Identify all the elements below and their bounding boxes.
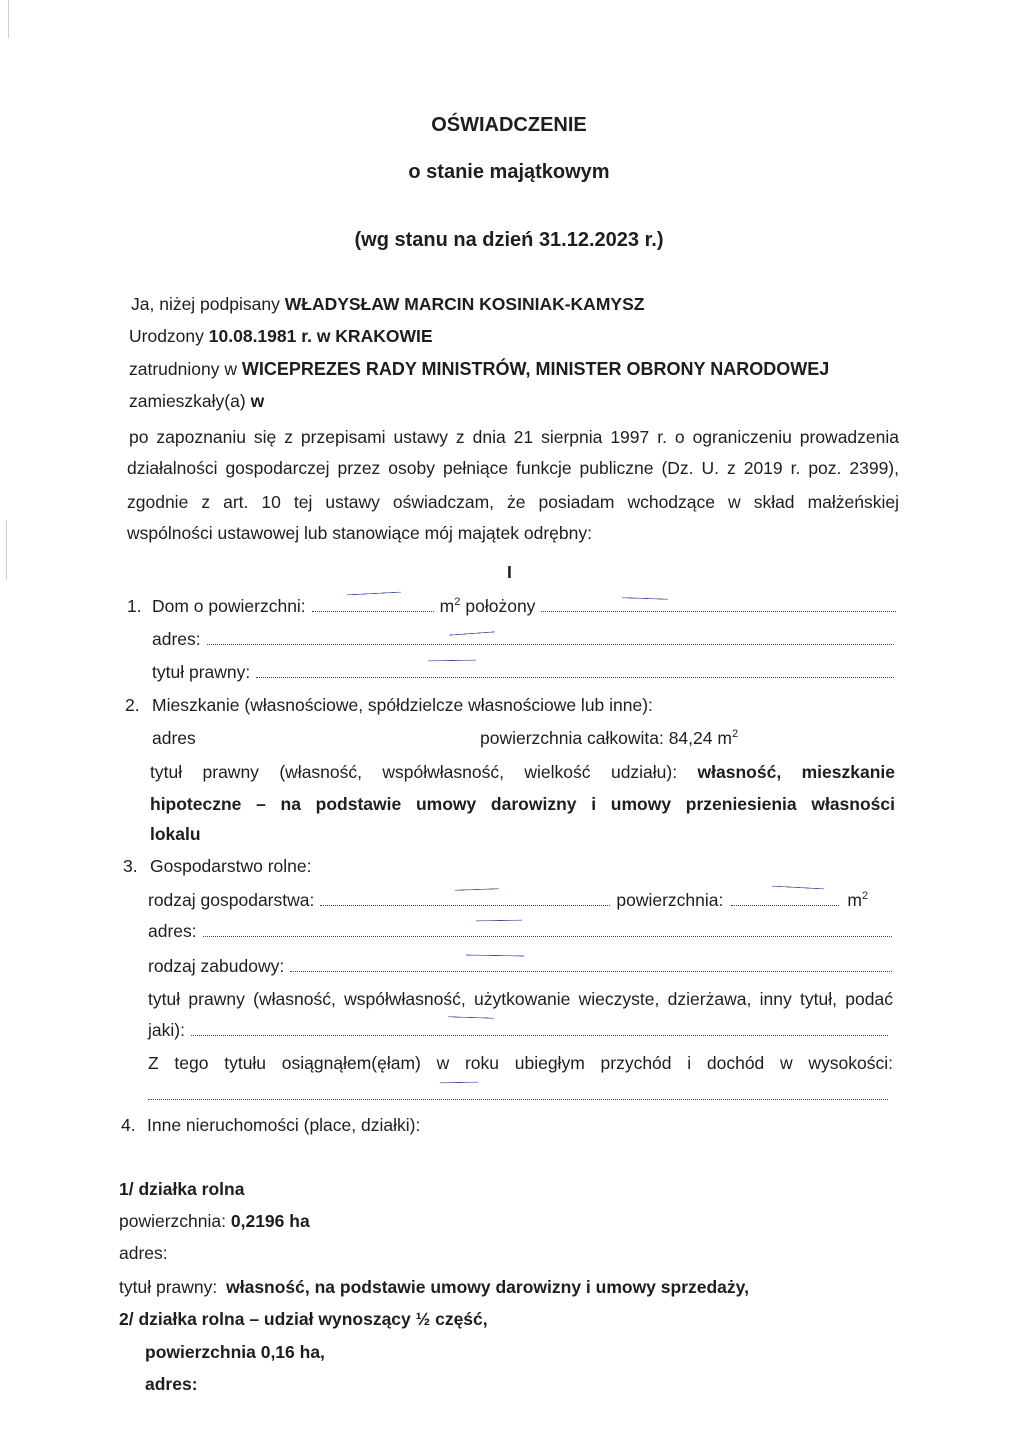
item1-title-row	[152, 663, 894, 682]
law-line-4: wspólności ustawowej lub stanowiące mój majątek odrębny:	[127, 523, 592, 543]
item1-address-label: adres:	[152, 629, 201, 649]
item2-area: powierzchnia całkowita: 84,24 $m^2$	[480, 728, 739, 748]
signed-line	[131, 295, 644, 314]
item3-label: Gospodarstwo rolne:	[150, 856, 312, 876]
plot2-heading: 2/ działka rolna – udział wynoszący ½ część,	[119, 1309, 488, 1329]
plot1-title-value: własność, na podstawie umowy darowizny i umowy sprzedaży,	[226, 1277, 749, 1297]
item1-address-row	[152, 630, 894, 649]
date-line: (wg stanu na dzień 31.12.2023 r.)	[354, 229, 664, 251]
employed-line	[129, 360, 829, 380]
house-location-field	[541, 597, 896, 612]
item1-label: Dom o powierzchni:	[152, 596, 306, 616]
document-subtitle: o stanie majątkowym	[408, 161, 610, 183]
item1-house-row	[152, 597, 896, 616]
item2-title-label: tytuł prawny (własność, współwłasność, wielkość udziału):	[150, 762, 678, 782]
pen-dash-mark	[428, 660, 476, 662]
plot2-address: adres:	[145, 1374, 198, 1394]
scan-edge-mark	[6, 520, 7, 580]
item1-unit: $m^2$	[439, 596, 461, 616]
item1-title-label: tytuł prawny:	[152, 662, 251, 682]
plot1-title-label: tytuł prawny:	[119, 1277, 218, 1297]
born-date: 10.08.1981 r.	[208, 326, 312, 346]
declarant-name: WŁADYSŁAW MARCIN KOSINIAK-KAMYSZ	[284, 294, 645, 314]
item3-buildings-label: rodzaj zabudowy:	[148, 956, 285, 976]
item2-label: Mieszkanie (własnościowe, spółdzielcze własnościowe lub inne):	[152, 695, 653, 715]
born-place: w KRAKOWIE	[316, 326, 433, 346]
item2-title-value-1: własność, mieszkanie	[697, 762, 895, 782]
plot1-heading: 1/ działka rolna	[119, 1179, 245, 1199]
item2-title-value-2: hipoteczne – na podstawie umowy darowizny i umowy przeniesienia własności	[150, 794, 895, 814]
item3-income-row	[148, 1085, 888, 1100]
item3-title-line-2: jaki):	[148, 1020, 185, 1040]
born-line	[129, 327, 433, 346]
residence-prefix: zamieszkały(a)	[129, 391, 246, 411]
pen-dash-mark	[772, 886, 824, 890]
farm-income-field	[148, 1085, 888, 1100]
born-prefix: Urodzony	[129, 326, 204, 346]
law-line-3: zgodnie z art. 10 tej ustawy oświadczam, że posiadam wchodzące w skład małżeńskiej	[127, 492, 899, 512]
plot1-title-line	[119, 1278, 749, 1297]
item4-label: Inne nieruchomości (place, działki):	[147, 1115, 421, 1135]
employer: WICEPREZES RADY MINISTRÓW, MINISTER OBRONY NARODOWEJ	[241, 359, 830, 379]
pen-dash-mark	[440, 1082, 478, 1084]
residence-value: w	[250, 391, 265, 411]
item2-num: 2.	[125, 695, 140, 715]
item1-num: 1.	[127, 596, 142, 616]
item3-type-label: rodzaj gospodarstwa:	[148, 890, 315, 910]
employed-prefix: zatrudniony w	[129, 359, 237, 379]
farm-area-field	[731, 891, 839, 906]
item3-title-line-1: tytuł prawny (własność, współwłasność, użytkowanie wieczyste, dzierżawa, inny tytuł, podać	[148, 989, 893, 1009]
plot1-area-value: 0,2196 ha	[230, 1211, 310, 1231]
house-area-field	[312, 597, 434, 612]
item3-buildings-row	[148, 957, 892, 976]
farm-address-field	[203, 922, 892, 937]
item3-address-label: adres:	[148, 921, 197, 941]
item2-title-value-3: lokalu	[150, 824, 201, 844]
house-title-field	[256, 663, 894, 678]
item3-unit: $m^2$	[847, 890, 869, 910]
house-address-field	[207, 630, 894, 645]
farm-title-field	[191, 1021, 888, 1036]
item3-title-row-2	[148, 1021, 888, 1040]
signed-prefix: Ja, niżej podpisany	[131, 294, 280, 314]
item3-area-label: powierzchnia:	[616, 890, 724, 910]
item3-num: 3.	[123, 856, 138, 876]
document-title: OŚWIADCZENIE	[431, 114, 587, 136]
item1-located: położony	[465, 596, 536, 616]
plot1-area-line	[119, 1212, 310, 1231]
item3-type-row	[148, 891, 894, 910]
section-mark: I	[507, 562, 512, 582]
item2-title-line	[150, 763, 895, 782]
item2-address-label: adres	[152, 728, 196, 748]
plot1-area-label: powierzchnia:	[119, 1211, 226, 1231]
pen-dash-mark	[448, 1016, 494, 1019]
plot1-address: adres:	[119, 1243, 168, 1263]
item3-income-line: Z tego tytułu osiągnąłem(ęłam) w roku ubiegłym przychód i dochód w wysokości:	[148, 1053, 893, 1073]
farm-type-field	[320, 891, 610, 906]
law-line-1: po zapoznaniu się z przepisami ustawy z dnia 21 sierpnia 1997 r. o ograniczeniu prowadzenia	[129, 427, 899, 447]
residence-line	[129, 392, 264, 411]
item3-address-row	[148, 922, 892, 941]
item4-num: 4.	[121, 1115, 136, 1135]
plot2-area: powierzchnia 0,16 ha,	[145, 1342, 325, 1362]
pen-dash-mark	[347, 592, 401, 596]
scan-edge-mark	[8, 0, 9, 38]
farm-buildings-field	[290, 957, 892, 972]
law-line-2: działalności gospodarczej przez osoby pełniące funkcje publiczne (Dz. U. z 2019 r. poz. 2399),	[127, 458, 899, 478]
